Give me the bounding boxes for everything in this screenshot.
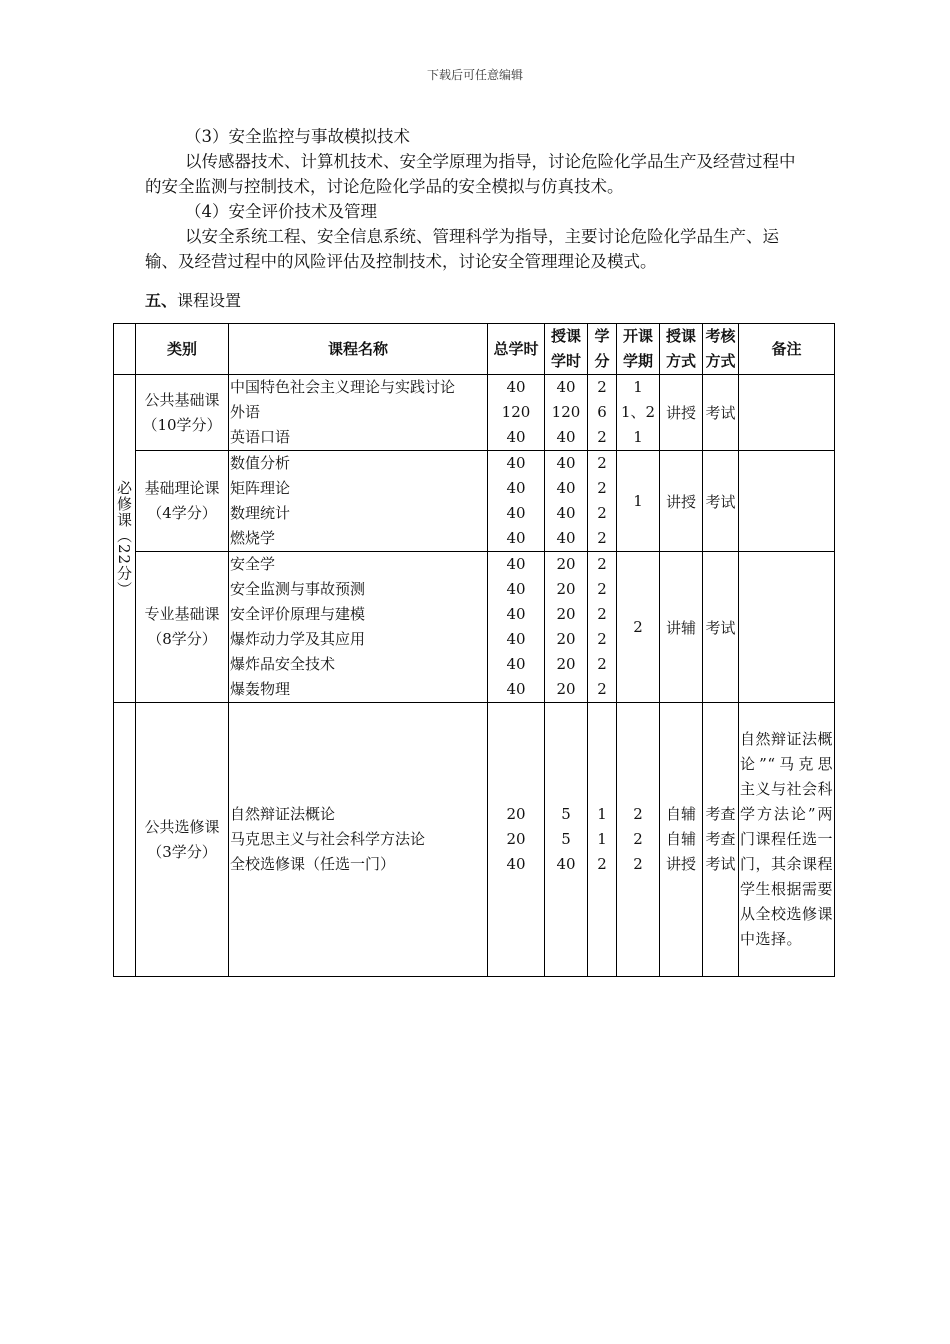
required-label-cell <box>114 375 136 703</box>
course-names: 自然辩证法概论 马克思主义与社会科学方法论 全校选修课（任选一门） <box>229 703 488 977</box>
term: 2 2 2 <box>617 703 660 977</box>
method: 讲授 <box>660 451 703 552</box>
note-empty <box>739 375 835 451</box>
header-credits: 学 分 <box>588 324 617 375</box>
table-row <box>114 451 835 552</box>
note-empty <box>739 451 835 552</box>
elective-note: 自然辩证法概论”“马克思主义与社会科学方法论”两门课程任选一门，其余课程学生根据需要从全校选修课中选择。 <box>739 703 835 977</box>
teach-hours: 20 20 20 20 20 20 <box>545 552 588 703</box>
table-row <box>114 703 835 977</box>
total-hours: 40 40 40 40 40 40 <box>488 552 545 703</box>
teach-hours: 5 5 40 <box>545 703 588 977</box>
paragraph-3: 以传感器技术、计算机技术、安全学原理为指导，讨论危险化学品生产及经营过程中的安全监测与控制技术，讨论危险化学品的安全模拟与仿真技术。 <box>145 152 796 196</box>
subheading-3: （3）安全监控与事故模拟技术 <box>185 127 410 146</box>
method: 自辅 自辅 讲授 <box>660 703 703 977</box>
section-number: 五、 <box>145 291 178 310</box>
required-label: 必修课（22分） <box>115 479 133 598</box>
credits: 2 2 2 2 <box>588 451 617 552</box>
header-term: 开课 学期 <box>617 324 660 375</box>
term: 2 <box>617 552 660 703</box>
header-method: 授课 方式 <box>660 324 703 375</box>
category-cell: 公共选修课 （3学分） <box>136 703 229 977</box>
page-header: 下载后可任意编辑 <box>426 68 523 82</box>
method: 讲辅 <box>660 552 703 703</box>
total-hours: 20 20 40 <box>488 703 545 977</box>
header-category: 类别 <box>136 324 229 375</box>
paragraph-4: 以安全系统工程、安全信息系统、管理科学为指导，主要讨论危险化学品生产、运输、及经营过程中的风险评估及控制技术，讨论安全管理理论及模式。 <box>145 227 779 271</box>
header-note: 备注 <box>739 324 835 375</box>
category-cell: 专业基础课 （8学分） <box>136 552 229 703</box>
exam: 考查 考查 考试 <box>703 703 739 977</box>
credits: 2 6 2 <box>588 375 617 451</box>
note-empty <box>739 552 835 703</box>
subheading-4: （4）安全评价技术及管理 <box>185 202 377 221</box>
header-blank <box>114 324 136 375</box>
total-hours: 40 40 40 40 <box>488 451 545 552</box>
table-row <box>114 552 835 703</box>
exam: 考试 <box>703 451 739 552</box>
header-course: 课程名称 <box>229 324 488 375</box>
section-text: 课程设置 <box>177 291 242 310</box>
exam: 考试 <box>703 375 739 451</box>
course-table <box>113 323 835 977</box>
course-names: 安全学 安全监测与事故预测 安全评价原理与建模 爆炸动力学及其应用 爆炸品安全技术 爆轰物理 <box>229 552 488 703</box>
credits: 2 2 2 2 2 2 <box>588 552 617 703</box>
header-teach-hours: 授课 学时 <box>545 324 588 375</box>
total-hours: 40 120 40 <box>488 375 545 451</box>
course-names: 数值分析 矩阵理论 数理统计 燃烧学 <box>229 451 488 552</box>
header-total-hours: 总学时 <box>488 324 545 375</box>
course-names: 中国特色社会主义理论与实践讨论 外语 英语口语 <box>229 375 488 451</box>
category-cell: 基础理论课 （4学分） <box>136 451 229 552</box>
method: 讲授 <box>660 375 703 451</box>
term: 1 <box>617 451 660 552</box>
teach-hours: 40 120 40 <box>545 375 588 451</box>
category-cell: 公共基础课 （10学分） <box>136 375 229 451</box>
elective-blank <box>114 703 136 977</box>
teach-hours: 40 40 40 40 <box>545 451 588 552</box>
table-header-row <box>114 324 835 375</box>
exam: 考试 <box>703 552 739 703</box>
credits: 1 1 2 <box>588 703 617 977</box>
section-title <box>145 288 241 311</box>
header-exam: 考核 方式 <box>703 324 739 375</box>
term: 1 1、2 1 <box>617 375 660 451</box>
table-row <box>114 375 835 451</box>
